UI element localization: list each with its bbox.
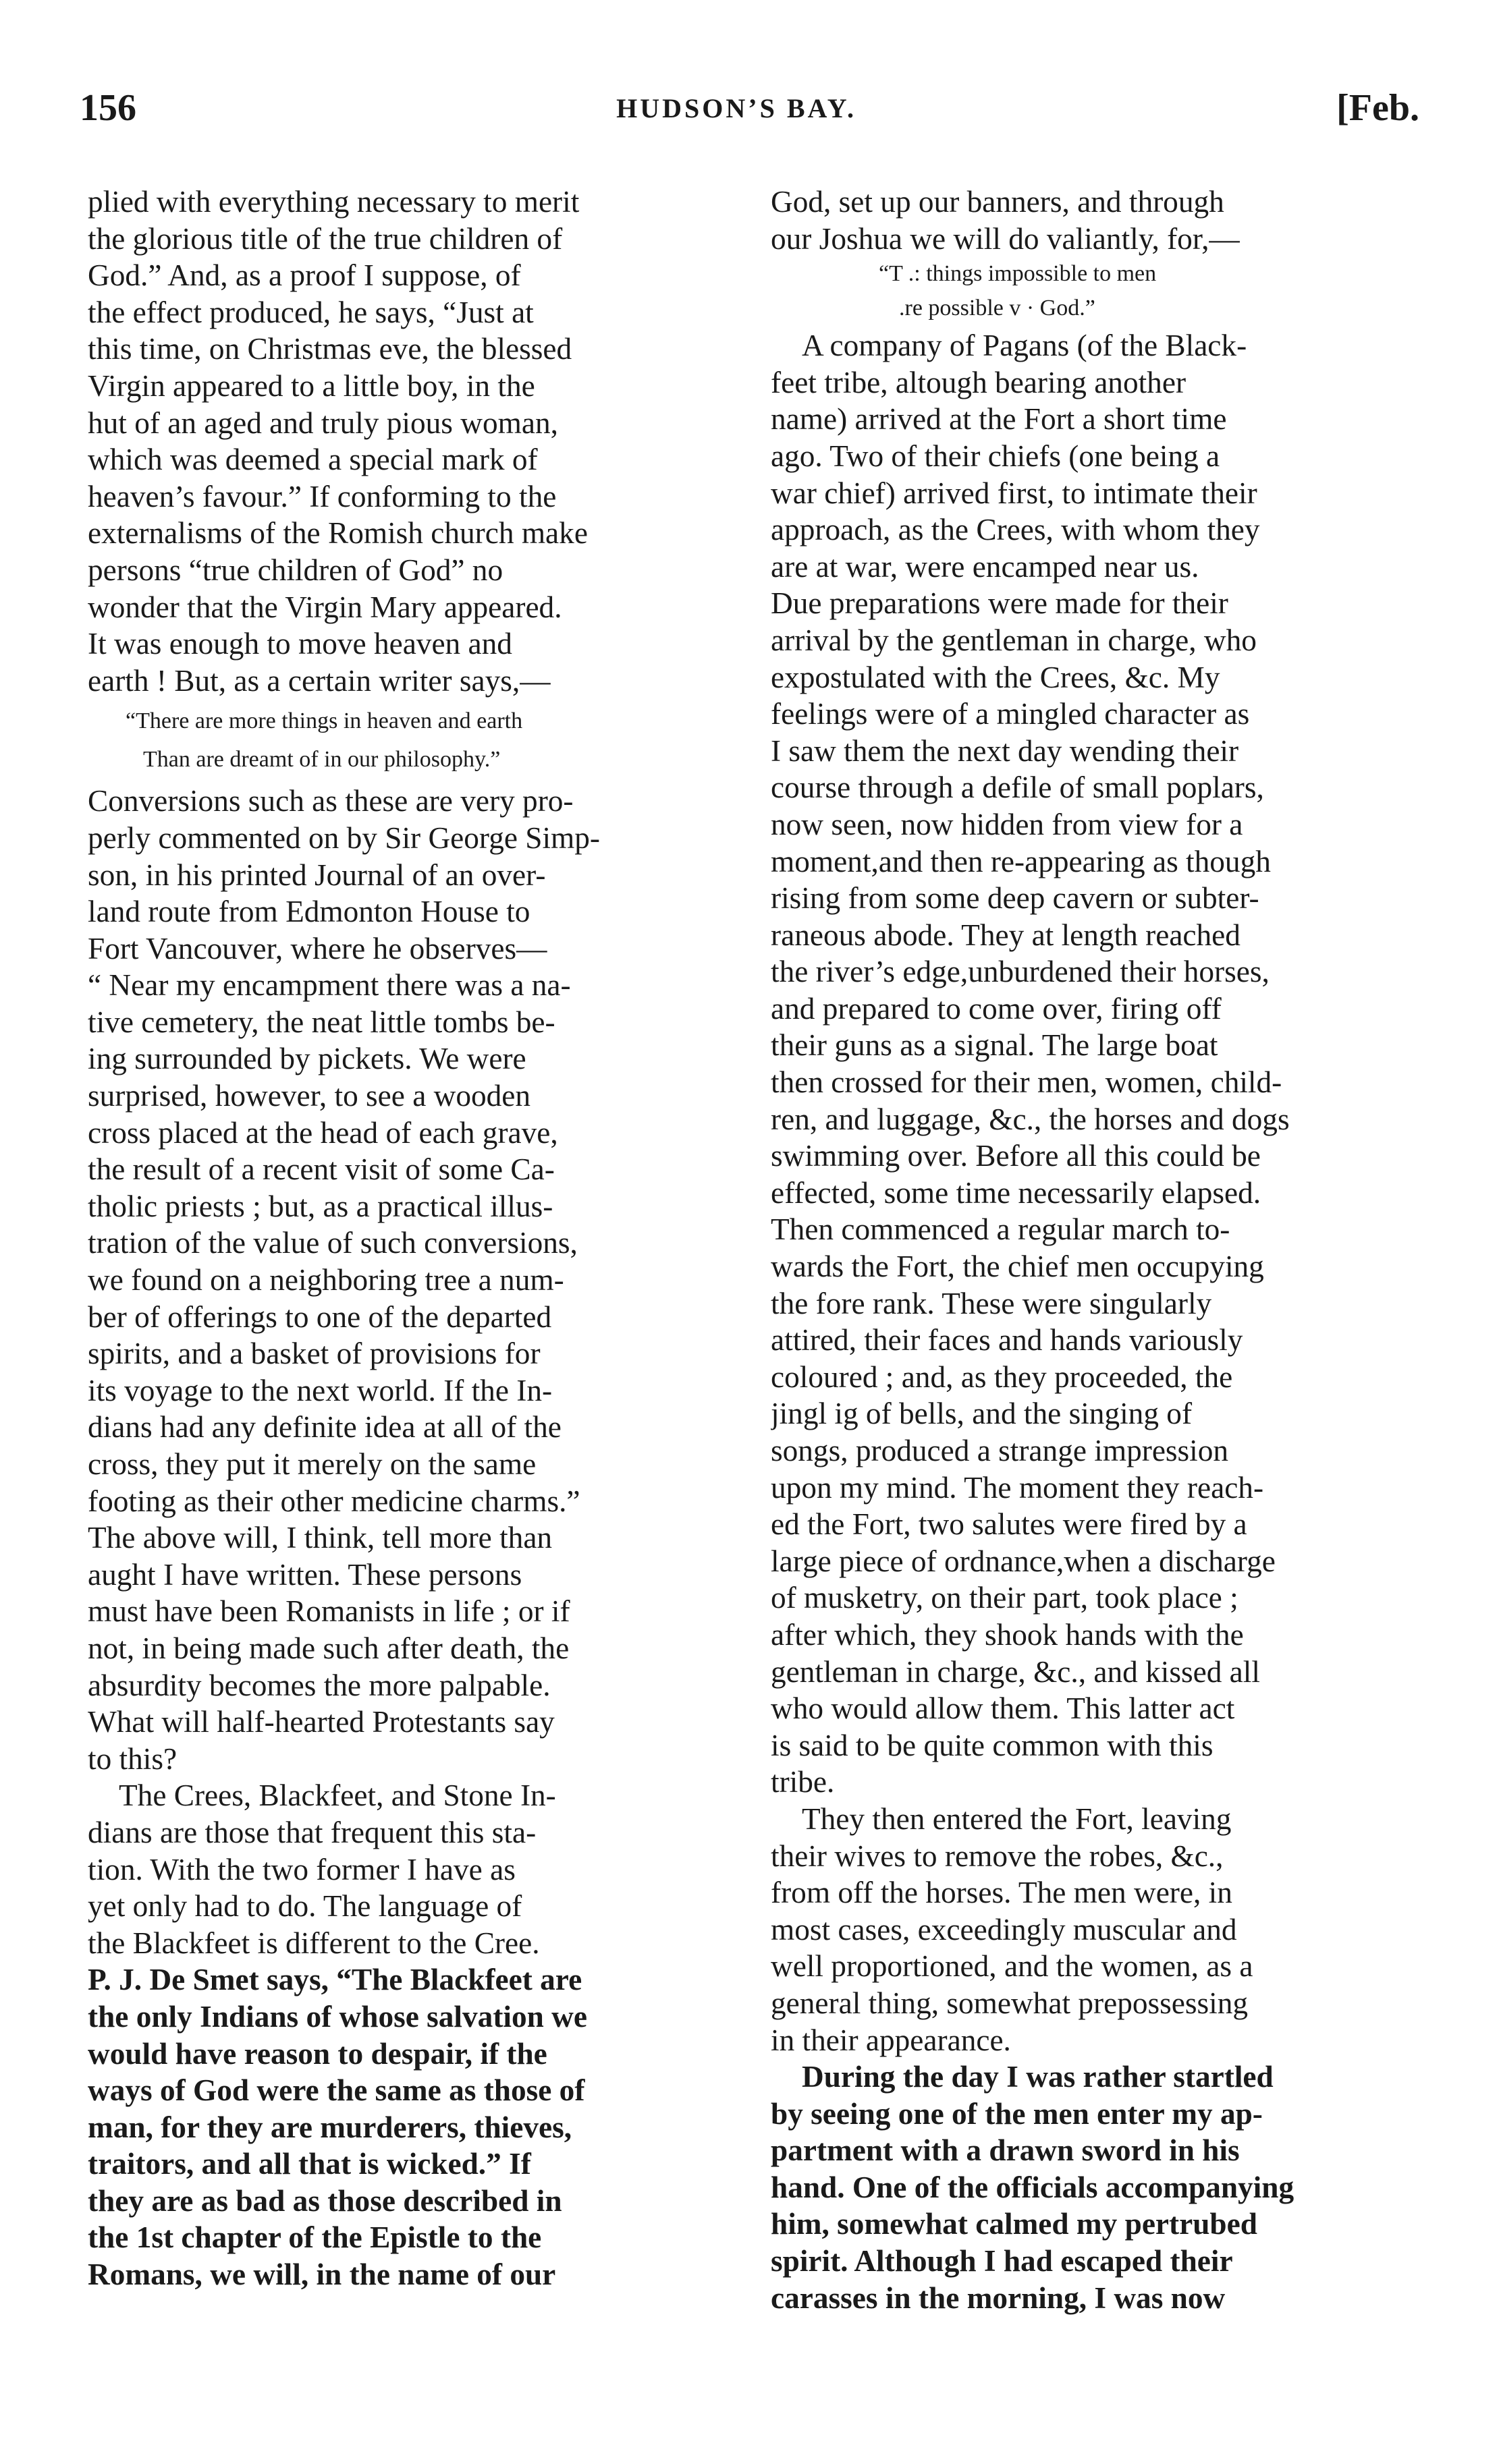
text-line: arrival by the gentleman in charge, who: [771, 623, 1257, 657]
text-line: must have been Romanists in life ; or if: [88, 1594, 570, 1629]
text-line: who would allow them. This latter act: [771, 1691, 1235, 1726]
text-line: Due preparations were made for their: [771, 586, 1228, 621]
text-line: partment with a drawn sword in his: [771, 2133, 1240, 2168]
text-line: Conversions such as these are very pro-: [88, 784, 574, 818]
text-line: feet tribe, altough bearing another: [771, 365, 1187, 399]
text-line: carasses in the morning, I was now: [771, 2280, 1226, 2315]
text-line: dians are those that frequent this sta-: [88, 1815, 537, 1849]
text-line: externalisms of the Romish church make: [88, 516, 588, 551]
text-line: son, in his printed Journal of an over-: [88, 858, 546, 892]
left-column: [88, 184, 736, 2417]
text-line: raneous abode. They at length reached: [771, 918, 1241, 952]
text-line: hand. One of the officials accompanying: [771, 2170, 1294, 2204]
text-line: the Blackfeet is different to the Cree.: [88, 1926, 540, 1960]
text-line: tholic priests ; but, as a practical illus-: [88, 1189, 553, 1223]
text-line: The above will, I think, tell more than: [88, 1521, 553, 1555]
text-line: are at war, were encamped near us.: [771, 549, 1199, 584]
text-line: rising from some deep cavern or subter-: [771, 881, 1259, 916]
text-line: swimming over. Before all this could be: [771, 1139, 1261, 1173]
text-line: dians had any definite idea at all of the: [88, 1410, 562, 1445]
text-line: jingl ig of bells, and the singing of: [771, 1397, 1193, 1431]
text-line: P. J. De Smet says, “The Blackfeet are: [88, 1963, 582, 1997]
text-line: The Crees, Blackfeet, and Stone In-: [119, 1779, 556, 1813]
text-line: spirits, and a basket of provisions for: [88, 1337, 541, 1371]
text-line: hut of an aged and truly pious woman,: [88, 405, 558, 440]
text-line: ways of God were the same as those of: [88, 2073, 585, 2108]
text-line: the only Indians of whose salvation we: [88, 1999, 587, 2034]
text-line: ren, and luggage, &c., the horses and dogs: [771, 1102, 1290, 1136]
text-line: gentleman in charge, &c., and kissed all: [771, 1654, 1260, 1689]
text-line: Virgin appeared to a little boy, in the: [88, 368, 535, 403]
text-line: ed the Fort, two salutes were fired by a: [771, 1507, 1247, 1542]
text-line: our Joshua we will do valiantly, for,—: [771, 221, 1240, 256]
text-line: general thing, somewhat prepossessing: [771, 1986, 1248, 2020]
text-line: absurdity becomes the more palpable.: [88, 1668, 551, 1702]
text-line: Romans, we will, in the name of our: [88, 2258, 556, 2292]
text-line: God.” And, as a proof I suppose, of: [88, 258, 521, 293]
text-line: then crossed for their men, women, child-: [771, 1065, 1282, 1100]
text-line: perly commented on by Sir George Simp-: [88, 820, 601, 855]
text-line: It was enough to move heaven and: [88, 627, 512, 661]
right-column: [771, 184, 1419, 2417]
text-line: effected, some time necessarily elapsed.: [771, 1175, 1261, 1210]
text-line: its voyage to the next world. If the In-: [88, 1373, 553, 1407]
text-line: cross, they put it merely on the same: [88, 1447, 537, 1481]
text-line: large piece of ordnance,when a discharge: [771, 1544, 1276, 1578]
text-line: well proportioned, and the women, as a: [771, 1949, 1253, 1984]
running-month: [Feb.: [1336, 87, 1419, 129]
text-line: upon my mind. The moment they reach-: [771, 1470, 1264, 1505]
text-line: “ Near my encampment there was a na-: [88, 968, 571, 1003]
text-line: feelings were of a mingled character as: [771, 697, 1250, 731]
running-title: HUDSON’S BAY.: [616, 92, 856, 123]
text-line: tribe.: [771, 1765, 835, 1799]
text-line: tion. With the two former I have as: [88, 1852, 516, 1886]
text-line: attired, their faces and hands variously: [771, 1323, 1243, 1357]
text-line: plied with everything necessary to merit: [88, 185, 580, 219]
text-line: tive cemetery, the neat little tombs be-: [88, 1005, 555, 1039]
text-line: surprised, however, to see a wooden: [88, 1079, 531, 1113]
text-line: wards the Fort, the chief men occupying: [771, 1250, 1264, 1284]
text-line: aught I have written. These persons: [88, 1557, 522, 1592]
text-line: after which, they shook hands with the: [771, 1617, 1244, 1652]
text-line: in their appearance.: [771, 2023, 1011, 2057]
text-line: coloured ; and, as they proceeded, the: [771, 1360, 1233, 1394]
text-line: they are as bad as those described in: [88, 2183, 562, 2218]
text-line: land route from Edmonton House to: [88, 895, 530, 929]
text-line: which was deemed a special mark of: [88, 443, 538, 477]
text-line: Then commenced a regular march to-: [771, 1212, 1230, 1247]
text-line: from off the horses. The men were, in: [771, 1876, 1232, 1910]
text-line: ago. Two of their chiefs (one being a: [771, 439, 1220, 473]
text-line: earth ! But, as a certain writer says,—: [88, 663, 551, 698]
text-line: of musketry, on their part, took place ;: [771, 1581, 1238, 1615]
text-line: God, set up our banners, and through: [771, 185, 1224, 219]
text-line: the 1st chapter of the Epistle to the: [88, 2220, 542, 2255]
text-line: the result of a recent visit of some Ca-: [88, 1152, 555, 1187]
text-line: yet only had to do. The language of: [88, 1889, 522, 1924]
text-line: moment,and then re-appearing as though: [771, 844, 1271, 878]
text-line: man, for they are murderers, thieves,: [88, 2110, 572, 2144]
text-line: the fore rank. These were singularly: [771, 1286, 1212, 1320]
text-line: not, in being made such after death, the: [88, 1631, 570, 1665]
poem-quote-line: “There are more things in heaven and earth: [126, 708, 523, 734]
text-line: name) arrived at the Fort a short time: [771, 402, 1227, 437]
text-line: their wives to remove the robes, &c.,: [771, 1839, 1224, 1873]
text-line: the glorious title of the true children of: [88, 221, 563, 256]
text-line: war chief) arrived first, to intimate their: [771, 476, 1257, 510]
text-line: would have reason to despair, if the: [88, 2036, 547, 2071]
text-line: expostulated with the Crees, &c. My: [771, 660, 1220, 694]
text-line: Fort Vancouver, where he observes—: [88, 931, 547, 965]
text-line: What will half-hearted Protestants say: [88, 1705, 555, 1739]
text-line: traitors, and all that is wicked.” If: [88, 2147, 531, 2181]
text-line: cross placed at the head of each grave,: [88, 1115, 558, 1150]
text-line: to this?: [88, 1741, 178, 1776]
text-line: I saw them the next day wending their: [771, 733, 1239, 768]
text-line: their guns as a signal. The large boat: [771, 1028, 1218, 1063]
text-line: tration of the value of such conversions,: [88, 1226, 578, 1260]
text-line: heaven’s favour.” If conforming to the: [88, 479, 557, 513]
text-line: ber of offerings to one of the departed: [88, 1299, 552, 1334]
text-line: him, somewhat calmed my pertrubed: [771, 2207, 1257, 2241]
text-line: wonder that the Virgin Mary appeared.: [88, 590, 562, 624]
text-line: is said to be quite common with this: [771, 1728, 1214, 1762]
text-line: the effect produced, he says, “Just at: [88, 295, 534, 329]
running-header: [80, 76, 1419, 140]
text-line: now seen, now hidden from view for a: [771, 807, 1243, 841]
text-line: During the day I was rather startled: [802, 2060, 1274, 2094]
text-line: A company of Pagans (of the Black-: [802, 329, 1247, 363]
scripture-quote-line: “T .: things impossible to men: [879, 261, 1157, 287]
text-line: spirit. Although I had escaped their: [771, 2244, 1233, 2278]
poem-quote-line: Than are dreamt of in our philosophy.”: [143, 747, 501, 773]
text-line: ing surrounded by pickets. We were: [88, 1042, 526, 1076]
text-line: approach, as the Crees, with whom they: [771, 513, 1260, 547]
page-number: 156: [80, 87, 136, 129]
scripture-quote-line: .re possible v · God.”: [899, 296, 1095, 321]
text-line: persons “true children of God” no: [88, 553, 503, 587]
text-line: and prepared to come over, firing off: [771, 991, 1222, 1026]
text-line: course through a defile of small poplars,: [771, 771, 1264, 805]
text-line: the river’s edge,unburdened their horses,: [771, 955, 1270, 989]
text-line: by seeing one of the men enter my ap-: [771, 2096, 1263, 2131]
text-line: They then entered the Fort, leaving: [802, 1801, 1232, 1836]
text-line: we found on a neighboring tree a num-: [88, 1263, 564, 1297]
text-line: most cases, exceedingly muscular and: [771, 1912, 1237, 1947]
text-line: this time, on Christmas eve, the blessed: [88, 332, 572, 366]
text-line: songs, produced a strange impression: [771, 1434, 1229, 1467]
text-line: footing as their other medicine charms.”: [88, 1484, 580, 1518]
